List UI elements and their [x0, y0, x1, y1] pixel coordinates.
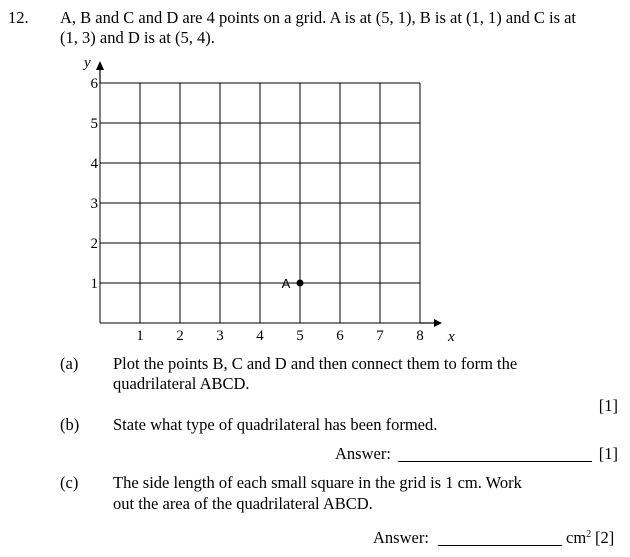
- part-a-label: (a): [60, 354, 79, 373]
- x-tick-labels: [136, 328, 424, 344]
- x-axis-arrow-icon: [434, 319, 442, 327]
- part-c-unit-power: 2: [586, 529, 592, 540]
- x-tick-label: 7: [376, 328, 384, 344]
- x-tick-label: 2: [176, 328, 184, 344]
- question-number: 12.: [8, 8, 29, 27]
- point-a-label: A: [281, 276, 291, 291]
- part-a-marks: [1]: [598, 396, 618, 415]
- point-a-marker: [297, 280, 304, 287]
- y-tick-label: 5: [90, 116, 98, 132]
- grid-lines: [100, 83, 420, 323]
- y-tick-label: 3: [90, 196, 98, 212]
- question-stem-line-1: A, B and C and D are 4 points on a grid. A is at (5, 1), B is at (1, 1) and C is at: [60, 8, 577, 27]
- part-c-answer-label: Answer:: [373, 528, 429, 547]
- part-c-unit: [566, 528, 591, 548]
- x-tick-label: 5: [296, 328, 304, 344]
- y-tick-label: 4: [90, 156, 98, 172]
- part-b-answer-line[interactable]: [398, 461, 592, 462]
- x-tick-label: 1: [136, 328, 144, 344]
- x-tick-label: 8: [416, 328, 424, 344]
- part-c-text-line-2: out the area of the quadrilateral ABCD.: [113, 494, 373, 513]
- x-tick-label: 4: [256, 328, 264, 344]
- y-tick-labels: [91, 76, 99, 292]
- part-b-answer-label: Answer:: [335, 444, 391, 463]
- axes: [96, 61, 442, 327]
- x-tick-label: 3: [216, 328, 224, 344]
- y-tick-label: 2: [90, 236, 98, 252]
- part-c-answer-line[interactable]: [438, 545, 562, 546]
- part-c-text-line-1: The side length of each small square in the grid is 1 cm. Work: [113, 473, 522, 492]
- y-axis-label: y: [84, 55, 91, 71]
- x-axis-label: x: [448, 329, 455, 345]
- y-tick-label: 1: [90, 276, 98, 292]
- part-a-text-line-2: quadrilateral ABCD.: [113, 374, 250, 393]
- question-stem-line-2: (1, 3) and D is at (5, 4).: [60, 28, 215, 47]
- part-c-marks: [2]: [595, 528, 615, 547]
- part-b-text: State what type of quadrilateral has been formed.: [113, 415, 438, 434]
- part-b-marks: [1]: [598, 444, 618, 463]
- part-c-label: (c): [60, 473, 79, 492]
- y-tick-label: 6: [90, 76, 98, 92]
- y-axis-arrow-icon: [96, 61, 104, 70]
- part-a-text-line-1: Plot the points B, C and D and then connect them to form the: [113, 354, 518, 373]
- x-tick-label: 6: [336, 328, 344, 344]
- part-c-unit-base: cm: [566, 528, 587, 547]
- part-b-label: (b): [60, 415, 80, 434]
